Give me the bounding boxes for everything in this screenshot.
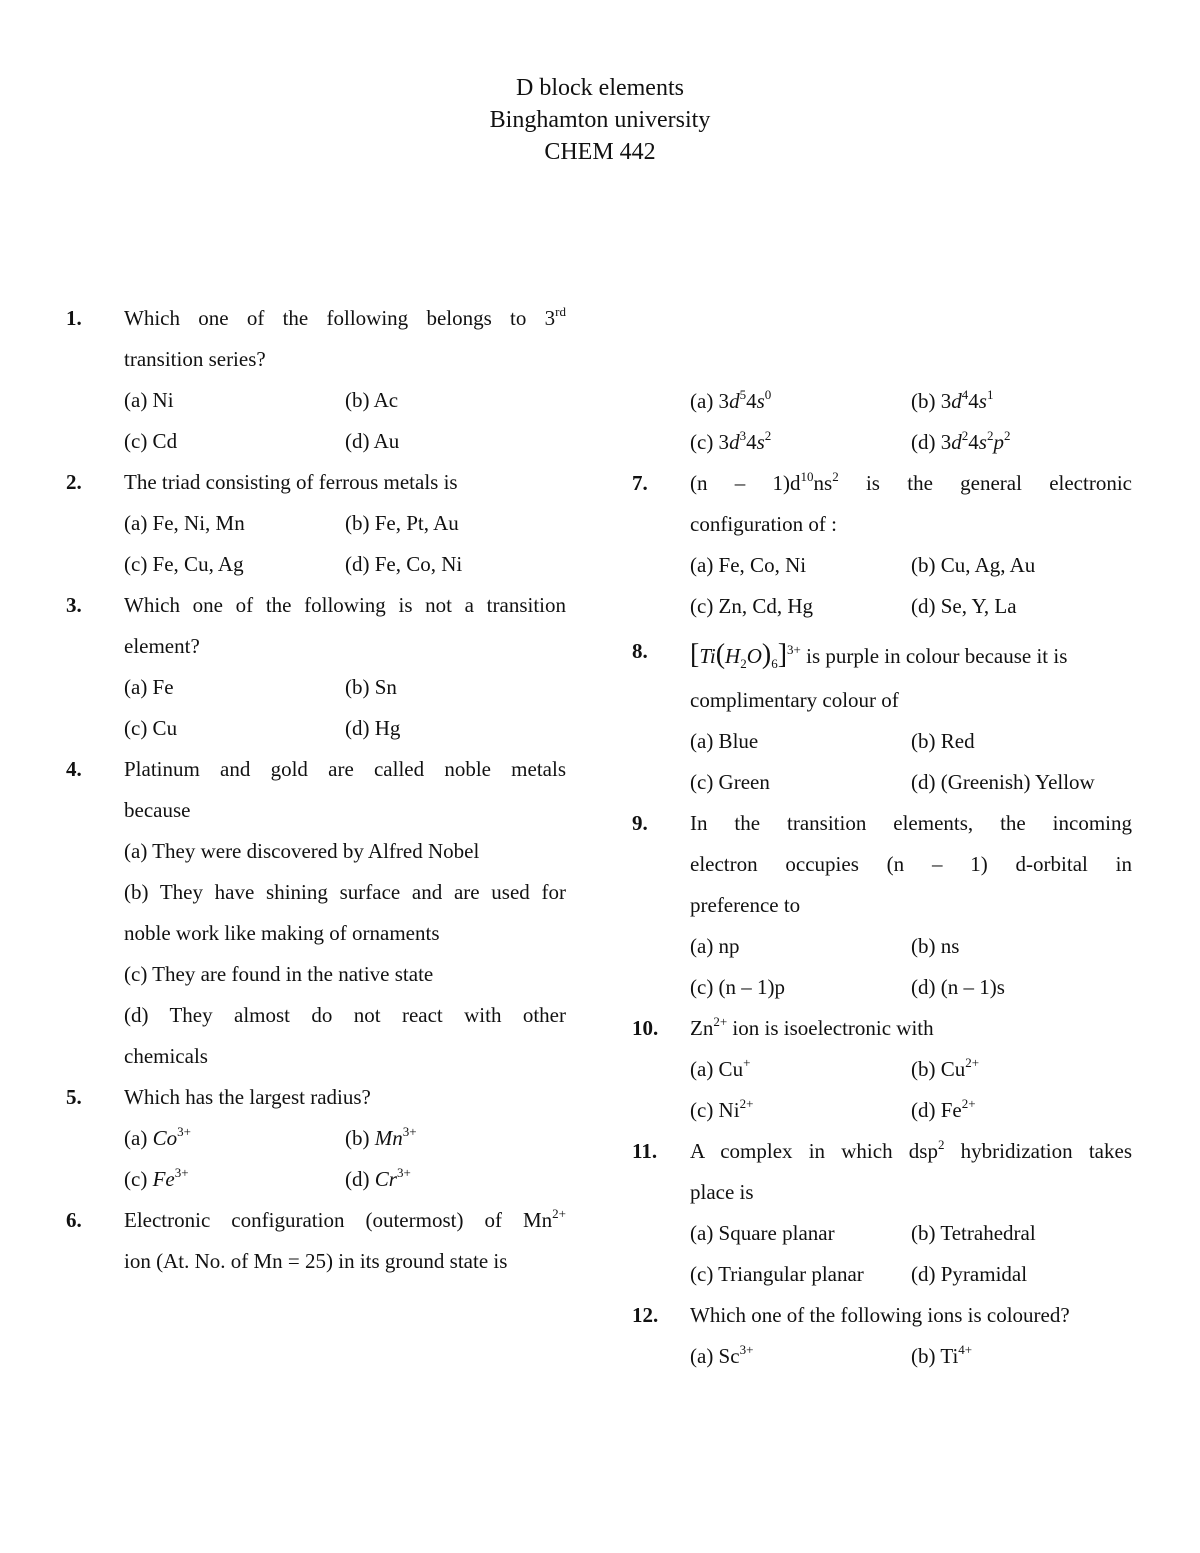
option-c: (c) Cd bbox=[124, 429, 178, 453]
option-d: (d) Au bbox=[345, 429, 400, 453]
question-text: Which one of the following ions is coloured? bbox=[690, 1303, 1070, 1327]
question-text: element? bbox=[124, 634, 200, 658]
question-number: 7. bbox=[632, 471, 648, 495]
question-11 bbox=[632, 1131, 1132, 1295]
question-text: In the transition elements, the incoming bbox=[690, 811, 1132, 835]
option-b: (b) ns bbox=[911, 934, 960, 958]
option-row bbox=[124, 544, 566, 585]
question-text: ion (At. No. of Mn = 25) in its ground state is bbox=[124, 1249, 508, 1273]
complex-formula: $[Ti(H_2O)_6]^{3+}$ bbox=[690, 639, 801, 671]
option-c: (c) Fe, Cu, Ag bbox=[124, 552, 244, 576]
option-b: (b) Red bbox=[911, 729, 975, 753]
option-c: (c) Triangular planar bbox=[690, 1262, 864, 1286]
option-row bbox=[124, 503, 566, 544]
option-a: (a) Blue bbox=[690, 729, 759, 753]
option-d: (d) Hg bbox=[345, 716, 401, 740]
option-b: (b) $Ti^{4+}$ bbox=[911, 1342, 973, 1368]
option-d: (d) $3d^24s^2p^2$ bbox=[911, 428, 1011, 454]
option-row bbox=[690, 967, 1132, 1008]
option-b-continued: noble work like making of ornaments bbox=[124, 921, 440, 945]
option-row bbox=[690, 1049, 1132, 1090]
question-text: place is bbox=[690, 1180, 754, 1204]
option-a: (a) Fe, Ni, Mn bbox=[124, 511, 245, 535]
option-c: (c) Zn, Cd, Hg bbox=[690, 594, 814, 618]
option-b: (b) $3d^44s^1$ bbox=[911, 387, 994, 413]
left-column bbox=[66, 298, 566, 1282]
question-6 bbox=[66, 1200, 566, 1282]
question-number: 4. bbox=[66, 757, 82, 781]
option-c: (c) (n – 1)p bbox=[690, 975, 786, 999]
question-text: $[Ti(H_2O)_6]^{3+}$ is purple in colour because it is bbox=[690, 639, 1068, 671]
question-text: transition series? bbox=[124, 347, 266, 371]
option-row bbox=[690, 422, 1132, 463]
option-row bbox=[690, 586, 1132, 627]
question-text: Platinum and gold are called noble metals bbox=[124, 757, 566, 781]
option-d: (d) (Greenish) Yellow bbox=[911, 770, 1095, 794]
question-text: A complex in which dsp$^2$ hybridization takes bbox=[690, 1137, 1132, 1163]
option-d: (d) $Cr^{3+}$ bbox=[345, 1165, 411, 1191]
option-a: (a) $Co^{3+}$ bbox=[124, 1124, 191, 1150]
question-number: 12. bbox=[632, 1303, 659, 1327]
option-a: (a) Fe bbox=[124, 675, 174, 699]
question-number: 2. bbox=[66, 470, 82, 494]
option-row bbox=[690, 762, 1132, 803]
option-d-continued: chemicals bbox=[124, 1044, 208, 1068]
option-c: (c) They are found in the native state bbox=[124, 962, 434, 986]
university-name: Binghamton university bbox=[489, 107, 711, 133]
question-text: Which one of the following is not a transition bbox=[124, 593, 566, 617]
option-b: (b) Tetrahedral bbox=[911, 1221, 1036, 1245]
right-column bbox=[632, 381, 1132, 1377]
option-b: (b) $Mn^{3+}$ bbox=[345, 1124, 417, 1150]
option-a: (a) np bbox=[690, 934, 740, 958]
option-a: (a) Ni bbox=[124, 388, 174, 412]
question-number: 6. bbox=[66, 1208, 82, 1232]
document-title: D block elements bbox=[516, 75, 684, 101]
question-text: Which has the largest radius? bbox=[124, 1085, 371, 1109]
question-7 bbox=[632, 463, 1132, 627]
question-text: Which one of the following belongs to 3rd bbox=[124, 304, 566, 330]
option-a: (a) They were discovered by Alfred Nobel bbox=[124, 839, 480, 863]
option-d: (d) Pyramidal bbox=[911, 1262, 1028, 1286]
option-row bbox=[124, 421, 566, 462]
question-10 bbox=[632, 1008, 1132, 1131]
option-b: (b) Sn bbox=[345, 675, 397, 699]
question-text: $(n - 1)d^{10}ns^2$ is the general electronic bbox=[690, 469, 1132, 495]
option-d: (d) Se, Y, La bbox=[911, 594, 1017, 618]
option-row bbox=[690, 1213, 1132, 1254]
option-b: (b) Fe, Pt, Au bbox=[345, 511, 459, 535]
option-c: (c) Cu bbox=[124, 716, 178, 740]
question-6-options bbox=[632, 381, 1132, 463]
option-d: (d) They almost do not react with other bbox=[124, 1003, 566, 1027]
question-text: Electronic configuration (outermost) of $Mn^{2+}$ bbox=[124, 1206, 566, 1232]
option-row bbox=[124, 1159, 566, 1200]
option-d: (d) $Fe^{2+}$ bbox=[911, 1096, 976, 1122]
option-row bbox=[124, 708, 566, 749]
option-row bbox=[124, 667, 566, 708]
option-row bbox=[690, 926, 1132, 967]
document-header bbox=[0, 72, 1200, 168]
option-row bbox=[690, 1336, 1132, 1377]
question-text: The triad consisting of ferrous metals is bbox=[124, 470, 458, 494]
option-c: (c) $Ni^{2+}$ bbox=[690, 1096, 754, 1122]
question-number: 1. bbox=[66, 306, 82, 330]
option-b: (b) They have shining surface and are used for bbox=[124, 880, 566, 904]
option-row bbox=[124, 380, 566, 421]
question-number: 9. bbox=[632, 811, 648, 835]
question-text: electron occupies (n – 1) d-orbital in bbox=[690, 852, 1132, 876]
option-row bbox=[690, 721, 1132, 762]
question-1 bbox=[66, 298, 566, 462]
question-text: preference to bbox=[690, 893, 801, 917]
option-b: (b) $Cu^{2+}$ bbox=[911, 1055, 980, 1081]
option-b: (b) Ac bbox=[345, 388, 399, 412]
question-number: 10. bbox=[632, 1016, 659, 1040]
option-c: (c) $Fe^{3+}$ bbox=[124, 1165, 189, 1191]
option-row bbox=[690, 381, 1132, 422]
option-row bbox=[690, 545, 1132, 586]
option-a: (a) Square planar bbox=[690, 1221, 835, 1245]
option-d: (d) Fe, Co, Ni bbox=[345, 552, 463, 576]
option-row bbox=[690, 1090, 1132, 1131]
question-12 bbox=[632, 1295, 1132, 1377]
option-d: (d) (n – 1)s bbox=[911, 975, 1005, 999]
question-2 bbox=[66, 462, 566, 585]
question-9 bbox=[632, 803, 1132, 1008]
question-number: 8. bbox=[632, 639, 648, 663]
option-c: (c) $3d^34s^2$ bbox=[690, 428, 772, 454]
question-number: 5. bbox=[66, 1085, 82, 1109]
option-row bbox=[124, 1118, 566, 1159]
option-row bbox=[690, 1254, 1132, 1295]
question-number: 3. bbox=[66, 593, 82, 617]
option-a: (a) $3d^54s^0$ bbox=[690, 387, 772, 413]
option-c: (c) Green bbox=[690, 770, 770, 794]
question-4 bbox=[66, 749, 566, 1077]
question-text: because bbox=[124, 798, 191, 822]
question-number: 11. bbox=[632, 1139, 658, 1163]
question-3 bbox=[66, 585, 566, 749]
course-code: CHEM 442 bbox=[544, 139, 656, 165]
option-a: (a) Cu+ bbox=[690, 1055, 751, 1081]
question-text: $Zn^{2+}$ ion is isoelectronic with bbox=[690, 1014, 934, 1040]
option-a: (a) $Sc^{3+}$ bbox=[690, 1342, 754, 1368]
option-a: (a) Fe, Co, Ni bbox=[690, 553, 807, 577]
question-text: complimentary colour of bbox=[690, 688, 899, 712]
question-8 bbox=[632, 627, 1132, 803]
question-5 bbox=[66, 1077, 566, 1200]
option-b: (b) Cu, Ag, Au bbox=[911, 553, 1036, 577]
question-text: configuration of : bbox=[690, 512, 837, 536]
